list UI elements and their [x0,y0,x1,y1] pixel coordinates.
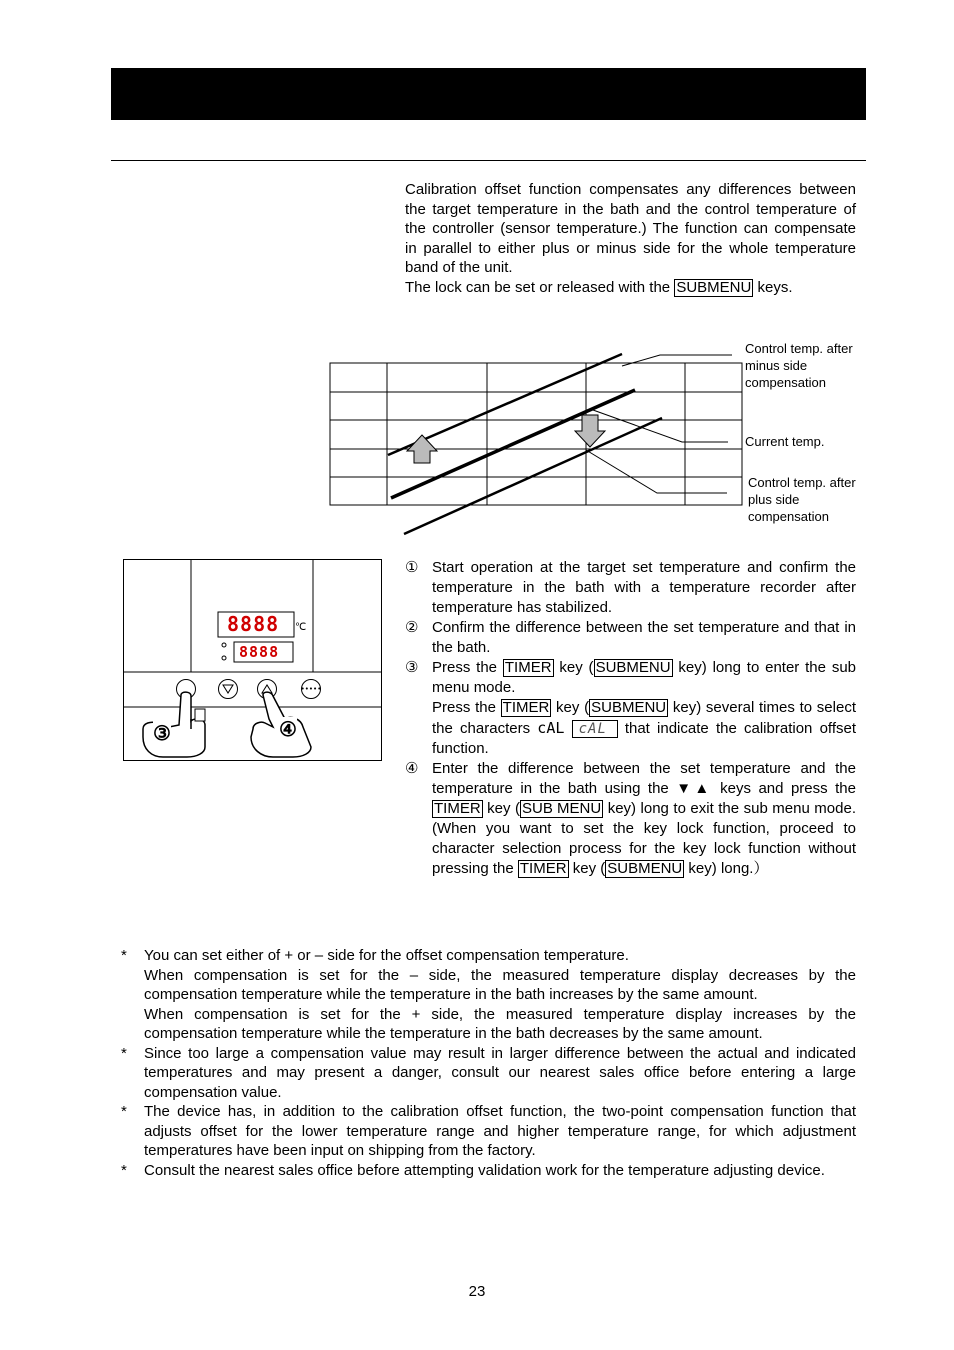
note-line: When compensation is set for the – side, the measured temperature display decreases by the compensation temperature while the temperature in the bath increases by the same amount. [144,966,856,1003]
celsius-unit: ℃ [295,622,307,633]
page-number: 23 [468,1283,486,1300]
submenu-key-label: SUBMENU [595,659,671,676]
submenu-key-label: SUBMENU [607,860,683,877]
compensation-diagram [320,330,880,540]
step-number: ① [405,559,419,576]
minus-leader-line [622,355,732,366]
step-number: ④ [405,760,419,777]
control-panel-illustration [123,559,382,761]
callout-step-3: ③ [153,723,171,745]
note-bullet: * [121,947,127,964]
down-key-icon [219,680,238,699]
timer-key-label: TIMER [434,800,481,817]
intro-lock-pre: The lock can be set or released with the [405,278,675,296]
cal-lcd-text: cAL [578,721,607,738]
step-text: Confirm the difference between the set temperature and that in the bath. [432,619,856,656]
label-minus-compensation: Control temp. after minus side compensation [745,341,853,390]
step-3 [405,658,856,759]
procedure-steps [405,558,856,879]
notes-list [121,946,856,1180]
note-item [121,1161,856,1181]
note-line: When compensation is set for the + side, the measured temperature display increases by the compensation temperature while the temperature in the bath decreases by the same amount. [144,1005,856,1042]
callout-step-4: ④ [279,719,297,741]
step-text: Start operation at the target set temperature and confirm the temperature in the bath with a temperature recorder after temperature has stabilized. [432,559,856,616]
svg-text:•••••: ••••• [300,685,322,693]
timer-key-label: TIMER [519,860,567,877]
note-item [121,1102,856,1161]
current-leader-line [593,410,728,442]
note-item [121,946,856,1044]
cal-characters: cAL [537,719,565,737]
step-2 [405,618,856,658]
timer-key-label: TIMER [504,659,552,676]
intro-lock-post: keys. [753,278,793,296]
submenu-key-label: SUBMENU [591,699,667,716]
step-3-select-cal: Press the TIMER key ( SUBMENU key) several times to select the characters cAL cAL that indicate the calibration offset function. [432,699,857,757]
note-bullet: * [121,1044,127,1062]
note-line: The device has, in addition to the calibration offset function, the two-point compensation function that adjusts offset for the lower temperature range and higher temperature range, for which adjustment temperatures have been input on shipping from the factory. [144,1103,856,1159]
section-divider [111,160,866,161]
cal-lcd-display [572,720,618,738]
label-current-temp: Current temp. [745,434,825,449]
label-plus-compensation: Control temp. after plus side compensation [748,475,856,524]
note-line: Since too large a compensation value may result in larger difference between the actual and indicated temperatures and may present a danger, consult our nearest sales office before entering a large compensation value. [144,1044,856,1101]
note-item [121,1044,856,1103]
submenu-key-label: SUBMENU [676,278,752,296]
down-up-arrows-icon: ▼▲ [676,780,713,797]
note-line: Consult the nearest sales office before attempting validation work for the temperature adjusting device. [144,1161,825,1179]
submenu-key-label: SUB MENU [522,800,602,817]
step-number: ③ [405,659,419,676]
intro-paragraph: Calibration offset function compensates any differences between the target temperature in the bath and the control temperature of the controller (sensor temperature.) The function can compensate in parallel to either plus or minus side for the whole temperature band of the unit. [405,181,856,277]
display-bottom-digits: 8888 [239,643,280,661]
note-line: You can set either of + or – side for the offset compensation temperature. [144,947,629,964]
section-header-bar [111,68,866,120]
step-text: Enter the difference between the set temperature and the temperature in the bath using the ▼▲ keys and press the TIMER key ( SUB MENU key) long to exit the sub menu mode. (When you want to set the key lock function, proceed to character selection process for the key lock function without pressing the TIMER key ( SUBMENU key) long.） [432,760,856,877]
up-arrow-icon [407,435,437,463]
intro-text [405,180,856,298]
step-1 [405,558,856,618]
step-number: ② [405,619,419,636]
note-bullet: * [121,1161,127,1179]
step-4 [405,759,856,879]
note-bullet: * [121,1103,127,1120]
display-top-digits: 8888 [227,612,280,636]
step-3-enter-submenu: Press the TIMER key ( SUBMENU key) long to enter the sub menu mode. [432,659,857,696]
intro-lock-line [405,278,856,298]
timer-key-label: TIMER [502,699,550,716]
plus-leader-line [586,450,727,493]
